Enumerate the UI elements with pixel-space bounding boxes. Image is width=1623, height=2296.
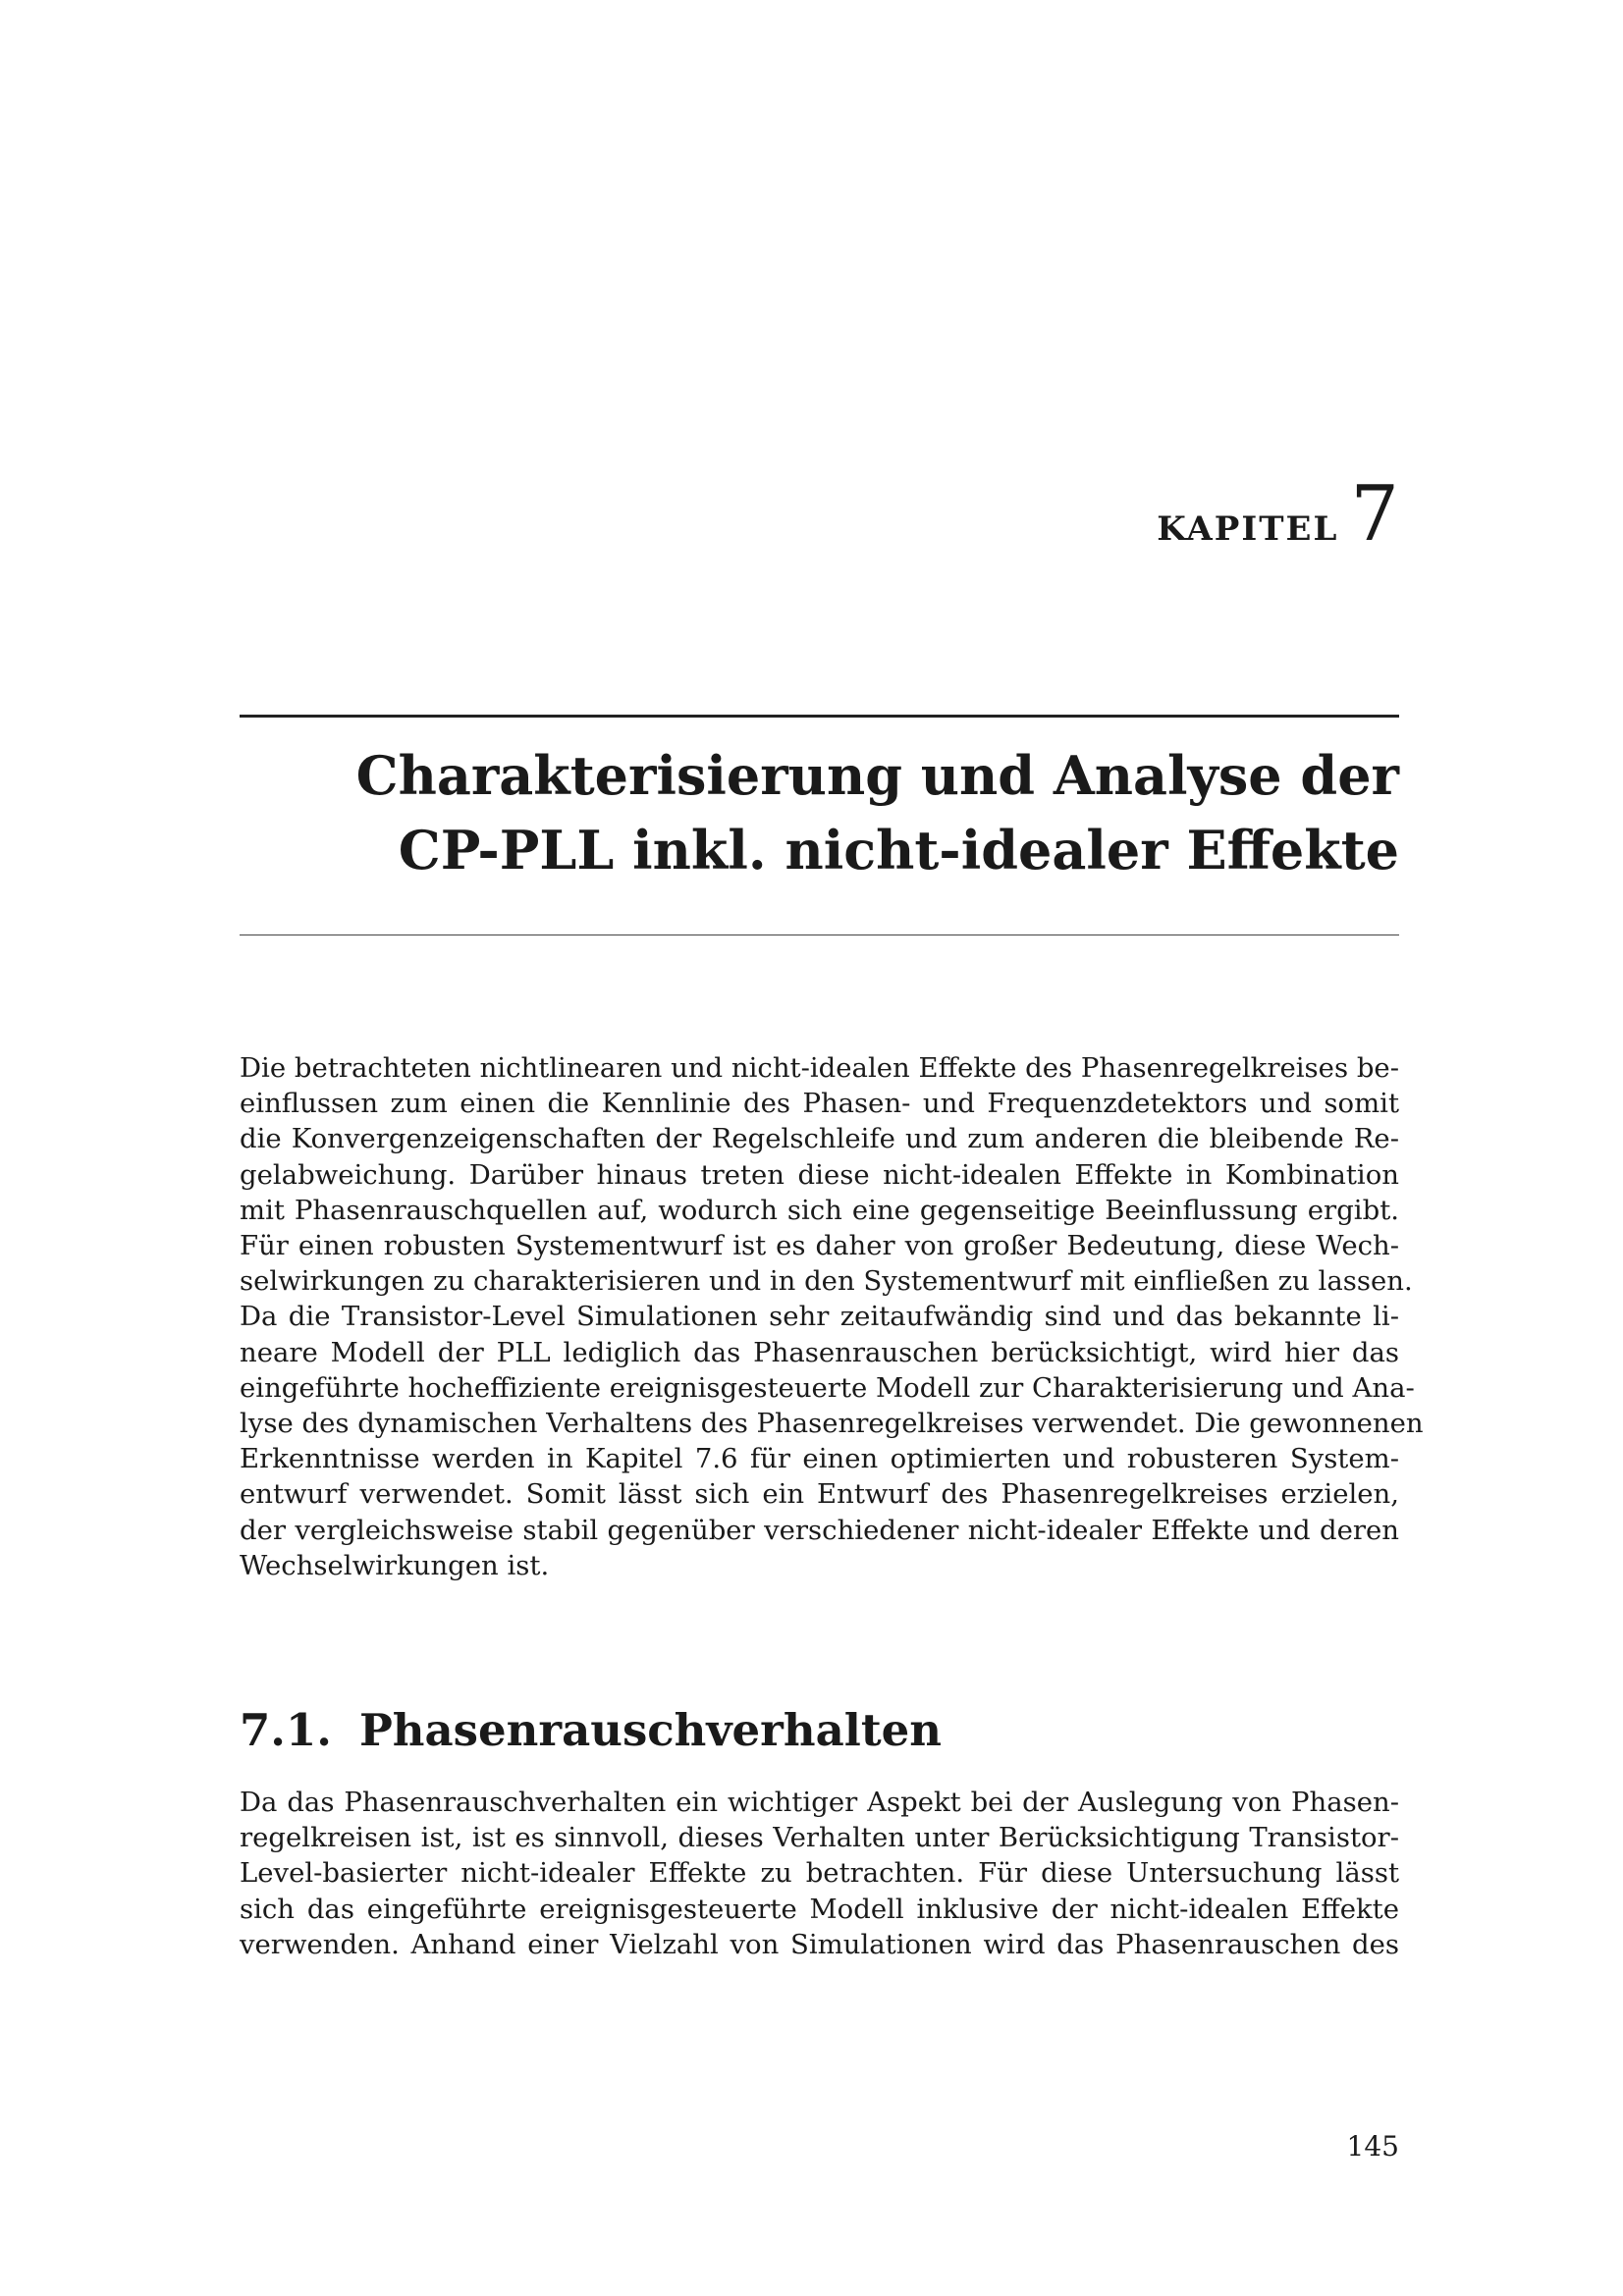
text-line: Erkenntnisse werden in Kapitel 7.6 für einen optimierten und robusteren System- [240, 1443, 1399, 1475]
chapter-word: KAPITEL [1157, 509, 1339, 549]
text-line: Die betrachteten nichtlinearen und nicht-idealen Effekte des Phasenregelkreises be- [240, 1052, 1399, 1084]
section-paragraph [240, 1785, 1399, 1962]
title-rule-bottom [240, 934, 1399, 935]
page-number: 145 [1346, 2130, 1399, 2163]
text-line: Da das Phasenrauschverhalten ein wichtiger Aspekt bei der Auslegung von Phasen- [240, 1787, 1399, 1818]
section-heading [240, 1706, 942, 1755]
text-line: Da die Transistor-Level Simulationen sehr zeitaufwändig sind und das bekannte li- [240, 1301, 1399, 1333]
text-line: eingeführte hocheffiziente ereignisgesteuerte Modell zur Charakterisierung und Ana- [240, 1371, 1415, 1404]
chapter-label [1157, 470, 1399, 559]
text-line: selwirkungen zu charakterisieren und in den Systementwurf mit einfließen zu lassen. [240, 1265, 1413, 1298]
text-line: entwurf verwendet. Somit lässt sich ein Entwurf des Phasenregelkreises erzielen, [240, 1478, 1399, 1511]
text-line: mit Phasenrauschquellen auf, wodurch sich eine gegenseitige Beeinflussung ergibt. [240, 1194, 1399, 1226]
text-line: neare Modell der PLL lediglich das Phasenrauschen berücksichtigt, wird hier das [240, 1336, 1399, 1368]
chapter-title-line: Charakterisierung und Analyse der [355, 744, 1399, 807]
text-line: gelabweichung. Darüber hinaus treten diese nicht-idealen Effekte in Kombination [240, 1158, 1399, 1191]
title-rule-top [240, 715, 1399, 718]
intro-paragraph [240, 1050, 1424, 1583]
chapter-title [319, 738, 1399, 887]
text-line: Wechselwirkungen ist. [240, 1549, 550, 1581]
chapter-title-line: CP-PLL inkl. nicht-idealer Effekte [398, 819, 1399, 881]
text-line: lyse des dynamischen Verhaltens des Phasenregelkreises verwendet. Die gewonnenen [240, 1408, 1424, 1440]
section-title: Phasenrauschverhalten [358, 1704, 942, 1756]
text-line: Für einen robusten Systementwurf ist es daher von großer Bedeutung, diese Wech- [240, 1230, 1399, 1262]
section-number: 7.1. [240, 1704, 332, 1756]
text-line: der vergleichsweise stabil gegenüber verschiedener nicht-idealer Effekte und deren [240, 1514, 1399, 1546]
text-line: die Konvergenzeigenschaften der Regelschleife und zum anderen die bleibende Re- [240, 1123, 1399, 1155]
text-line: Level-basierter nicht-idealer Effekte zu betrachten. Für diese Untersuchung lässt [240, 1857, 1399, 1890]
text-line: regelkreisen ist, ist es sinnvoll, dieses Verhalten unter Berücksichtigung Transistor- [240, 1822, 1399, 1854]
text-line: einflussen zum einen die Kennlinie des Phasen- und Frequenzdetektors und somit [240, 1088, 1399, 1120]
text-line: verwenden. Anhand einer Vielzahl von Simulationen wird das Phasenrauschen des [240, 1928, 1399, 1960]
text-line: sich das eingeführte ereignisgesteuerte Modell inklusive der nicht-idealen Effekte [240, 1893, 1399, 1925]
chapter-number: 7 [1350, 470, 1399, 559]
